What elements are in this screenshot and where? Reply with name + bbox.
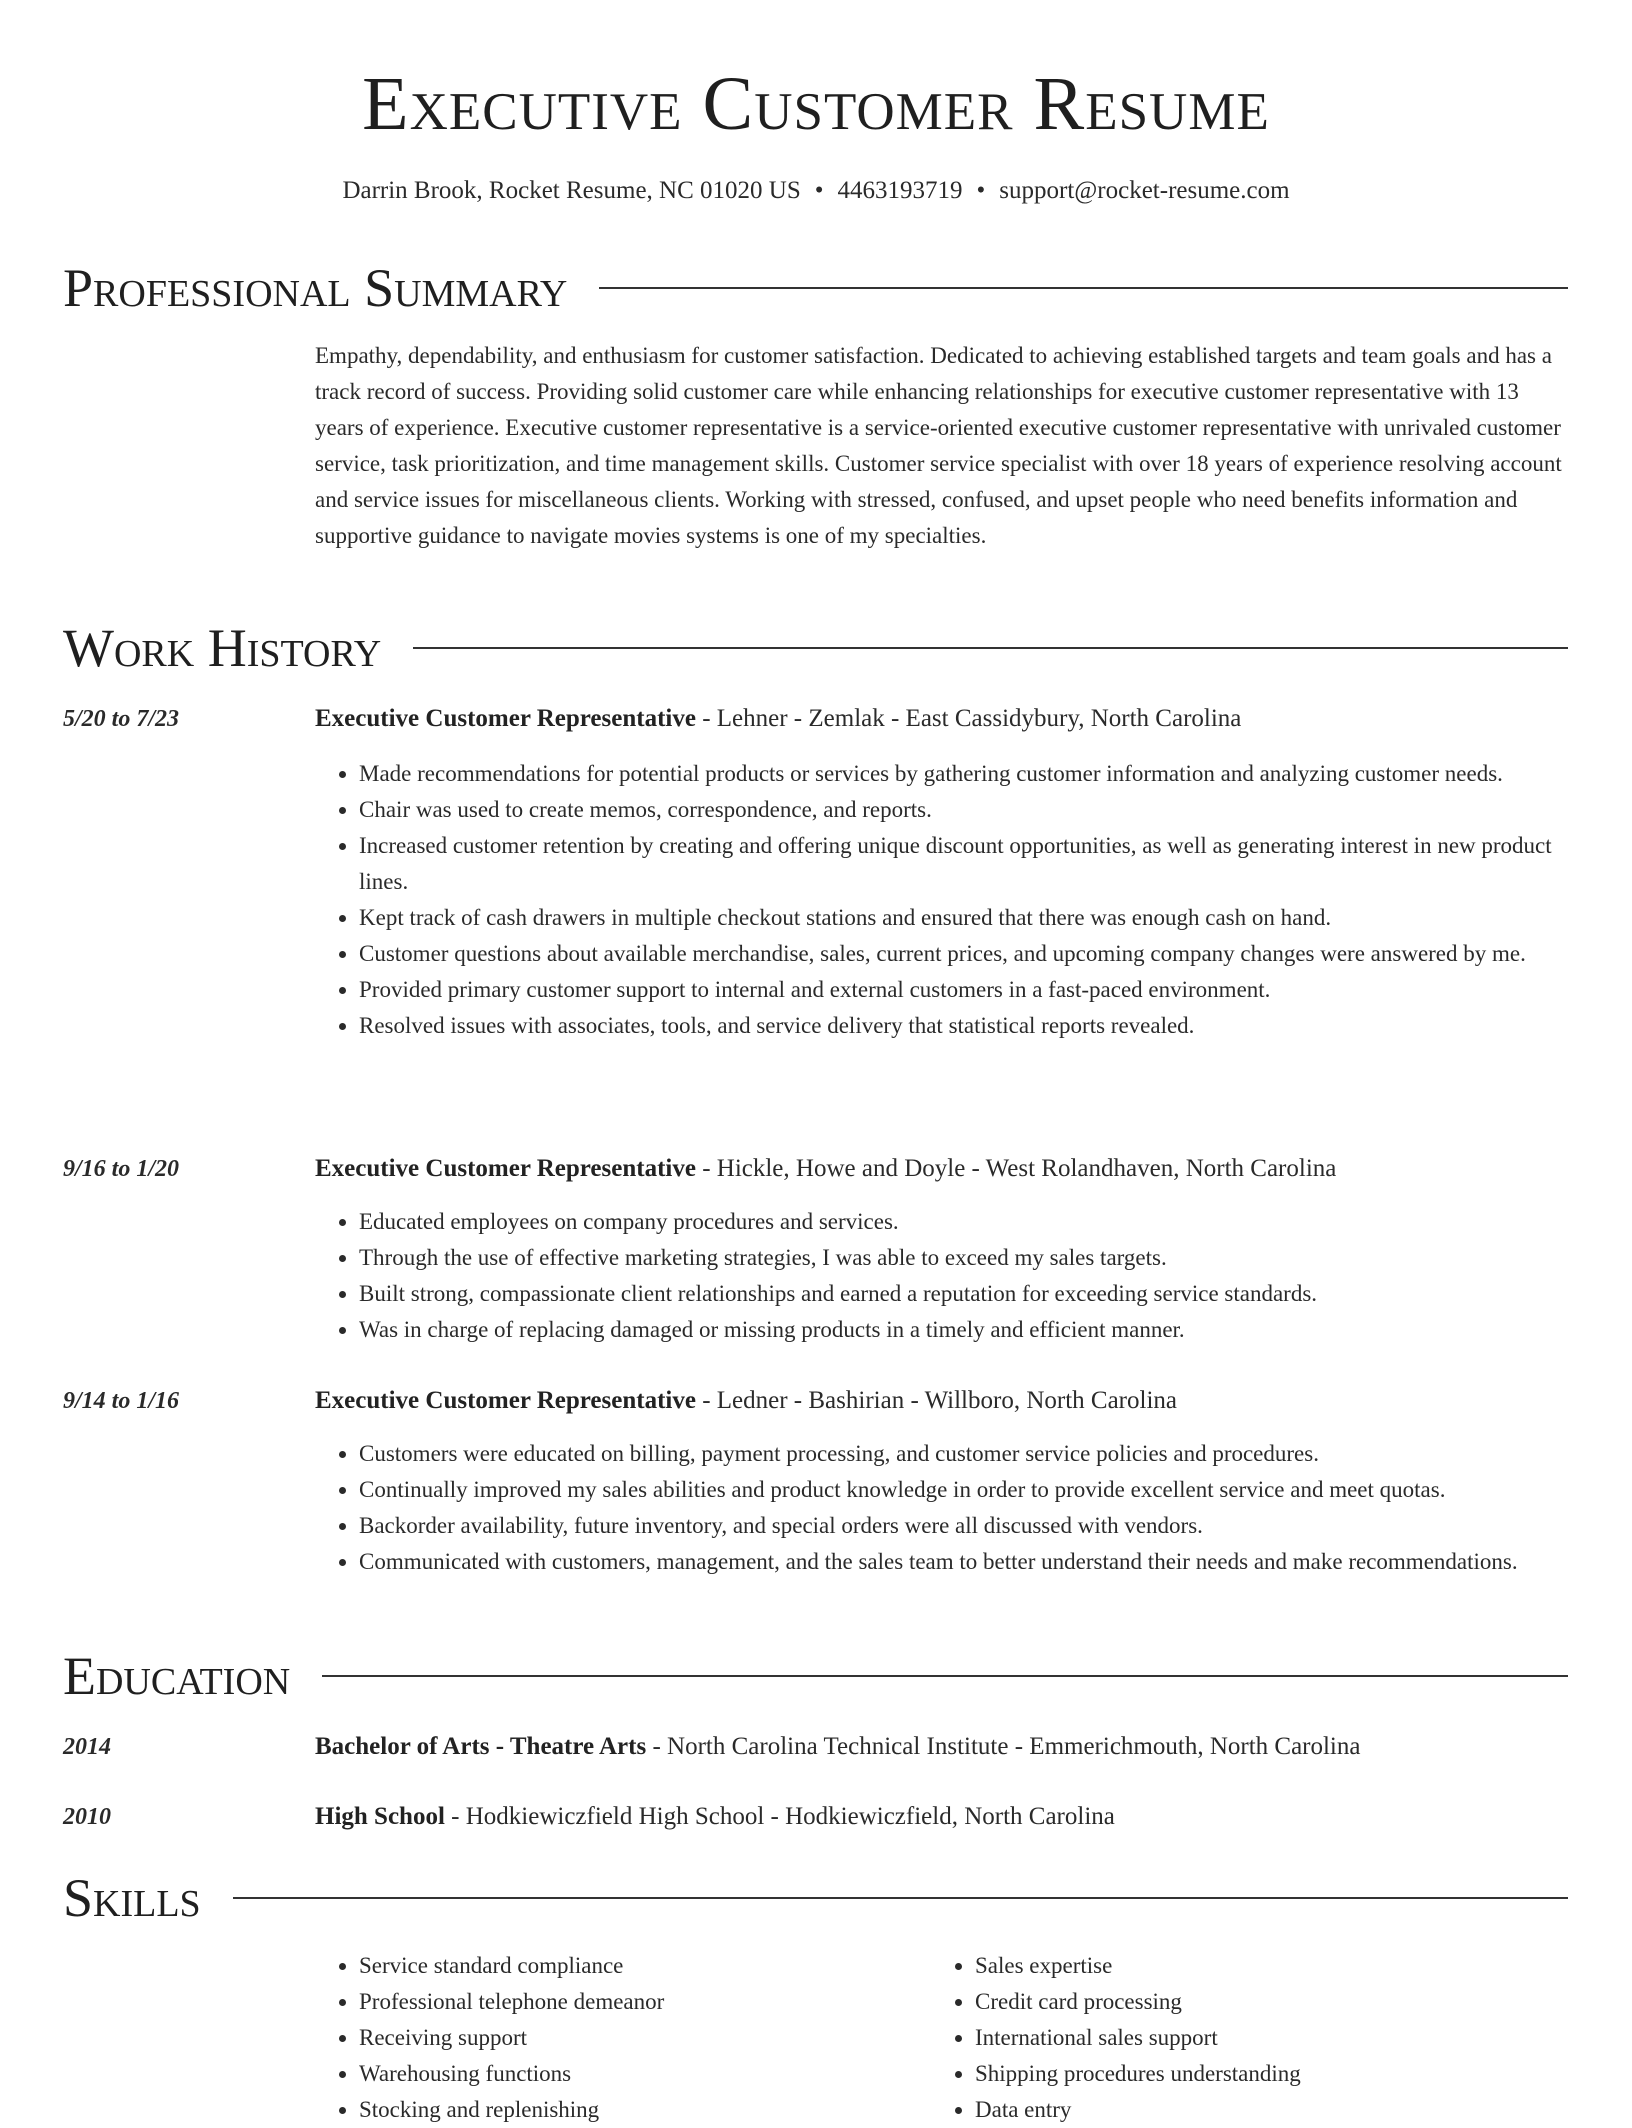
skill-item: • International sales support bbox=[975, 2020, 1605, 2056]
job-bullet: • Through the use of effective marketing strategies, I was able to exceed my sales targets. bbox=[359, 1240, 1570, 1276]
job-bullet: • Resolved issues with associates, tools, and service delivery that statistical reports revealed. bbox=[359, 1008, 1570, 1044]
contact-line bbox=[0, 174, 1632, 208]
job-title: Executive Customer Representative bbox=[315, 705, 696, 732]
education-year: 2014 bbox=[63, 1734, 111, 1760]
summary-text: Empathy, dependability, and enthusiasm for customer satisfaction. Dedicated to achieving established targets and team goals and has a track record of success. Providing solid customer care while enhancing relationships for executive customer representative with 13 years of experience. Executive customer representative is a service-oriented executive customer representative with unrivaled customer service, task prioritization, and time management skills. Customer service specialist with over 18 years of experience resolving account and service issues for miscellaneous clients. Working with stressed, confused, and upset people who need benefits information and supportive guidance to navigate movies systems is one of my specialties. bbox=[315, 343, 1562, 548]
job-dates: 9/16 to 1/20 bbox=[63, 1156, 180, 1182]
job-bullet: • Continually improved my sales abilities and product knowledge in order to provide excellent service and meet quotas. bbox=[359, 1472, 1570, 1508]
job-bullet: • Kept track of cash drawers in multiple checkout stations and ensured that there was enough cash on hand. bbox=[359, 900, 1570, 936]
skill-item: • Data entry bbox=[975, 2092, 1605, 2128]
job-bullet: • Built strong, compassionate client relationships and earned a reputation for exceeding service standards. bbox=[359, 1276, 1570, 1312]
contact-separator: • bbox=[976, 177, 986, 204]
skills-heading: Skills bbox=[63, 1868, 201, 1928]
job-bullets bbox=[315, 756, 1570, 1044]
contact-phone: 4463193719 bbox=[837, 177, 963, 204]
contact-email: support@rocket-resume.com bbox=[999, 177, 1290, 204]
job-dates: 5/20 to 7/23 bbox=[63, 706, 180, 732]
job-bullet: • Backorder availability, future inventory, and special orders were all discussed with vendors. bbox=[359, 1508, 1570, 1544]
summary-heading: Professional Summary bbox=[63, 258, 568, 318]
education-degree: Bachelor of Arts - Theatre Arts bbox=[315, 1733, 647, 1760]
skill-item: • Sales expertise bbox=[975, 1948, 1605, 1984]
job-details: - Hickle, Howe and Doyle - West Rolandhaven, North Carolina bbox=[695, 1155, 1337, 1182]
job-title: Executive Customer Representative bbox=[315, 1155, 696, 1182]
job-bullet: • Communicated with customers, management, and the sales team to better understand their needs and make recommendations. bbox=[359, 1544, 1570, 1580]
skills-section-header bbox=[63, 1866, 1568, 1930]
skills-list-right bbox=[931, 1948, 1605, 2128]
job-bullet: • Increased customer retention by creating and offering unique discount opportunities, as well as generating interest in new product lines. bbox=[359, 828, 1570, 900]
skill-item: • Receiving support bbox=[359, 2020, 959, 2056]
education-entry bbox=[315, 1730, 1565, 1764]
job-bullet: • Educated employees on company procedures and services. bbox=[359, 1204, 1570, 1240]
job-details: - Lehner - Zemlak - East Cassidybury, North Carolina bbox=[695, 705, 1242, 732]
education-section-header bbox=[63, 1644, 1568, 1708]
job-bullet: • Made recommendations for potential products or services by gathering customer information and analyzing customer needs. bbox=[359, 756, 1570, 792]
job-bullet: • Was in charge of replacing damaged or missing products in a timely and efficient manner. bbox=[359, 1312, 1570, 1348]
section-divider bbox=[322, 1675, 1568, 1677]
job-header bbox=[315, 1384, 1565, 1418]
job-header bbox=[315, 702, 1565, 736]
section-divider bbox=[233, 1897, 1568, 1899]
education-details: - North Carolina Technical Institute - Emmerichmouth, North Carolina bbox=[646, 1733, 1361, 1760]
education-details: - Hodkiewiczfield High School - Hodkiewiczfield, North Carolina bbox=[444, 1803, 1115, 1830]
education-heading: Education bbox=[63, 1646, 291, 1706]
skill-item: • Service standard compliance bbox=[359, 1948, 959, 1984]
job-bullet: • Customer questions about available merchandise, sales, current prices, and upcoming company changes were answered by me. bbox=[359, 936, 1570, 972]
summary-section-header bbox=[63, 256, 1568, 320]
resume-title: Executive Customer Resume bbox=[362, 62, 1270, 146]
contact-location: Darrin Brook, Rocket Resume, NC 01020 US bbox=[342, 177, 801, 204]
skill-item: • Warehousing functions bbox=[359, 2056, 959, 2092]
skill-item: • Credit card processing bbox=[975, 1984, 1605, 2020]
skill-item: • Professional telephone demeanor bbox=[359, 1984, 959, 2020]
skill-item: • Stocking and replenishing bbox=[359, 2092, 959, 2128]
job-header bbox=[315, 1152, 1565, 1186]
job-bullet: • Customers were educated on billing, payment processing, and customer service policies and procedures. bbox=[359, 1436, 1570, 1472]
section-divider bbox=[599, 287, 1568, 289]
job-bullet: • Provided primary customer support to internal and external customers in a fast-paced environment. bbox=[359, 972, 1570, 1008]
contact-separator: • bbox=[814, 177, 824, 204]
job-bullet: • Chair was used to create memos, correspondence, and reports. bbox=[359, 792, 1570, 828]
work-heading: Work History bbox=[63, 618, 382, 678]
education-degree: High School bbox=[315, 1803, 445, 1830]
work-section-header bbox=[63, 616, 1568, 680]
skills-list-left bbox=[315, 1948, 959, 2128]
education-year: 2010 bbox=[63, 1804, 111, 1830]
job-dates: 9/14 to 1/16 bbox=[63, 1388, 180, 1414]
section-divider bbox=[413, 647, 1568, 649]
education-entry bbox=[315, 1800, 1565, 1834]
job-title: Executive Customer Representative bbox=[315, 1387, 696, 1414]
skill-item: • Shipping procedures understanding bbox=[975, 2056, 1605, 2092]
job-bullets bbox=[315, 1436, 1570, 1580]
job-bullets bbox=[315, 1204, 1570, 1348]
job-details: - Ledner - Bashirian - Willboro, North Carolina bbox=[695, 1387, 1177, 1414]
